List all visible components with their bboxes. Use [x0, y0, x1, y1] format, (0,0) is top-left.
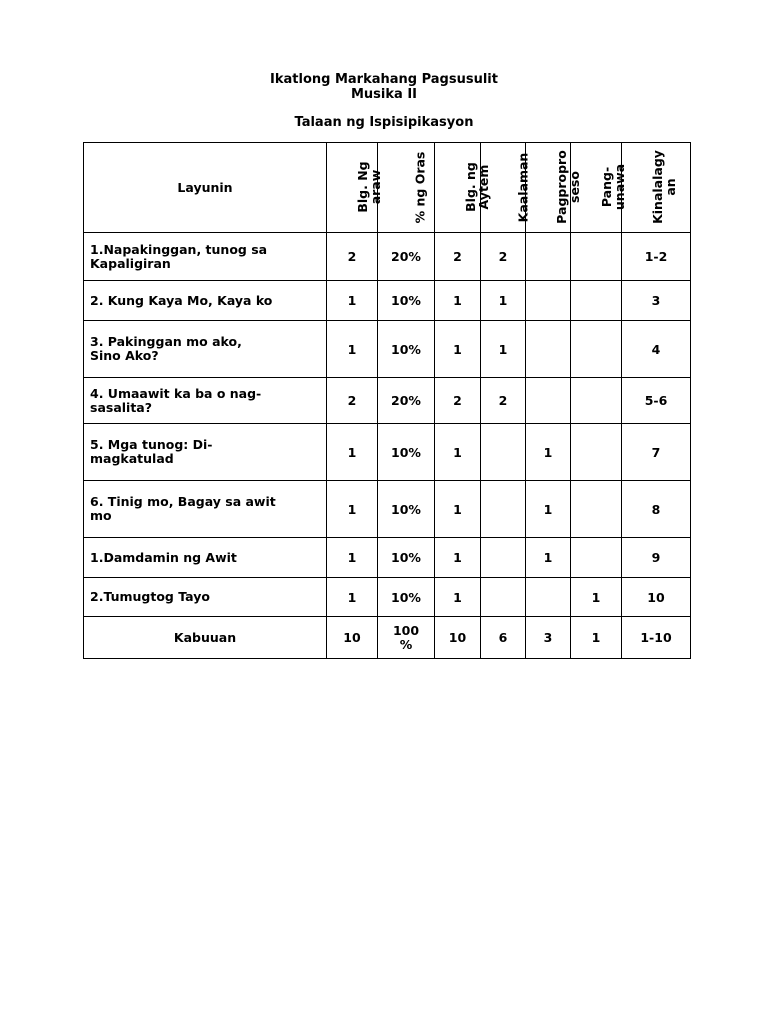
time-percent-cell: 10% — [378, 481, 435, 538]
objective-cell: 2.Tumugtog Tayo — [84, 578, 327, 617]
table-row — [84, 538, 691, 578]
placement-cell: 7 — [622, 424, 691, 481]
days-cell: 1 — [327, 481, 378, 538]
column-header-blg-araw: Blg. Ng araw — [327, 143, 378, 233]
knowledge-cell — [481, 481, 526, 538]
table-row — [84, 481, 691, 538]
understanding-cell — [571, 281, 622, 321]
understanding-cell — [571, 378, 622, 424]
time-percent-cell: 10% — [378, 538, 435, 578]
process-cell — [526, 233, 571, 281]
placement-cell: 10 — [622, 578, 691, 617]
total-items-cell: 10 — [435, 617, 481, 659]
placement-cell: 5-6 — [622, 378, 691, 424]
table-row — [84, 424, 691, 481]
understanding-cell — [571, 481, 622, 538]
days-cell: 2 — [327, 378, 378, 424]
column-header-pang-unawa: Pang- unawa — [571, 143, 622, 233]
document-title: Ikatlong Markahang Pagsusulit — [270, 72, 498, 87]
process-cell — [526, 321, 571, 378]
total-row — [84, 617, 691, 659]
process-cell — [526, 578, 571, 617]
header-row — [84, 143, 691, 233]
understanding-cell — [571, 321, 622, 378]
understanding-cell: 1 — [571, 578, 622, 617]
total-days-cell: 10 — [327, 617, 378, 659]
knowledge-cell: 1 — [481, 281, 526, 321]
items-cell: 2 — [435, 378, 481, 424]
items-cell: 1 — [435, 321, 481, 378]
days-cell: 1 — [327, 321, 378, 378]
process-cell — [526, 378, 571, 424]
table-row — [84, 578, 691, 617]
objective-cell: 1.Napakinggan, tunog sa Kapaligiran — [84, 233, 327, 281]
items-cell: 1 — [435, 481, 481, 538]
table-row — [84, 233, 691, 281]
total-time-percent-cell: 100 % — [378, 617, 435, 659]
placement-cell: 9 — [622, 538, 691, 578]
time-percent-cell: 20% — [378, 378, 435, 424]
items-cell: 1 — [435, 578, 481, 617]
days-cell: 1 — [327, 281, 378, 321]
placement-cell: 1-2 — [622, 233, 691, 281]
time-percent-cell: 10% — [378, 424, 435, 481]
time-percent-cell: 20% — [378, 233, 435, 281]
total-label: Kabuuan — [84, 617, 327, 659]
table-body — [84, 233, 691, 659]
table-title: Talaan ng Ispisipikasyon — [294, 115, 474, 130]
objective-cell: 4. Umaawit ka ba o nag- sasalita? — [84, 378, 327, 424]
objective-cell: 3. Pakinggan mo ako, Sino Ako? — [84, 321, 327, 378]
column-header-oras: % ng Oras — [378, 143, 435, 233]
understanding-cell — [571, 424, 622, 481]
total-placement-cell: 1-10 — [622, 617, 691, 659]
process-cell — [526, 281, 571, 321]
column-header-layunin: Layunin — [84, 143, 327, 233]
days-cell: 1 — [327, 578, 378, 617]
items-cell: 2 — [435, 233, 481, 281]
process-cell: 1 — [526, 481, 571, 538]
items-cell: 1 — [435, 281, 481, 321]
placement-cell: 8 — [622, 481, 691, 538]
process-cell: 1 — [526, 538, 571, 578]
items-cell: 1 — [435, 538, 481, 578]
placement-cell: 4 — [622, 321, 691, 378]
items-cell: 1 — [435, 424, 481, 481]
total-understanding-cell: 1 — [571, 617, 622, 659]
time-percent-cell: 10% — [378, 281, 435, 321]
process-cell: 1 — [526, 424, 571, 481]
knowledge-cell — [481, 424, 526, 481]
objective-cell: 1.Damdamin ng Awit — [84, 538, 327, 578]
table-row — [84, 321, 691, 378]
knowledge-cell: 2 — [481, 378, 526, 424]
knowledge-cell: 2 — [481, 233, 526, 281]
column-header-pagpoproseso: Pagpropro seso — [526, 143, 571, 233]
knowledge-cell: 1 — [481, 321, 526, 378]
subject-title: Musika II — [350, 87, 417, 102]
table-row — [84, 281, 691, 321]
understanding-cell — [571, 233, 622, 281]
objective-cell: 6. Tinig mo, Bagay sa awit mo — [84, 481, 327, 538]
table-row — [84, 378, 691, 424]
objective-cell: 5. Mga tunog: Di- magkatulad — [84, 424, 327, 481]
days-cell: 2 — [327, 233, 378, 281]
column-header-blg-aytem: Blg. ng Aytem — [435, 143, 481, 233]
total-knowledge-cell: 6 — [481, 617, 526, 659]
knowledge-cell — [481, 578, 526, 617]
time-percent-cell: 10% — [378, 321, 435, 378]
days-cell: 1 — [327, 424, 378, 481]
column-header-kaalaman: Kaalaman — [481, 143, 526, 233]
understanding-cell — [571, 538, 622, 578]
column-header-kinalalagyan: Kinalalagy an — [622, 143, 691, 233]
objective-cell: 2. Kung Kaya Mo, Kaya ko — [84, 281, 327, 321]
specification-table — [83, 142, 691, 659]
days-cell: 1 — [327, 538, 378, 578]
total-process-cell: 3 — [526, 617, 571, 659]
knowledge-cell — [481, 538, 526, 578]
placement-cell: 3 — [622, 281, 691, 321]
time-percent-cell: 10% — [378, 578, 435, 617]
